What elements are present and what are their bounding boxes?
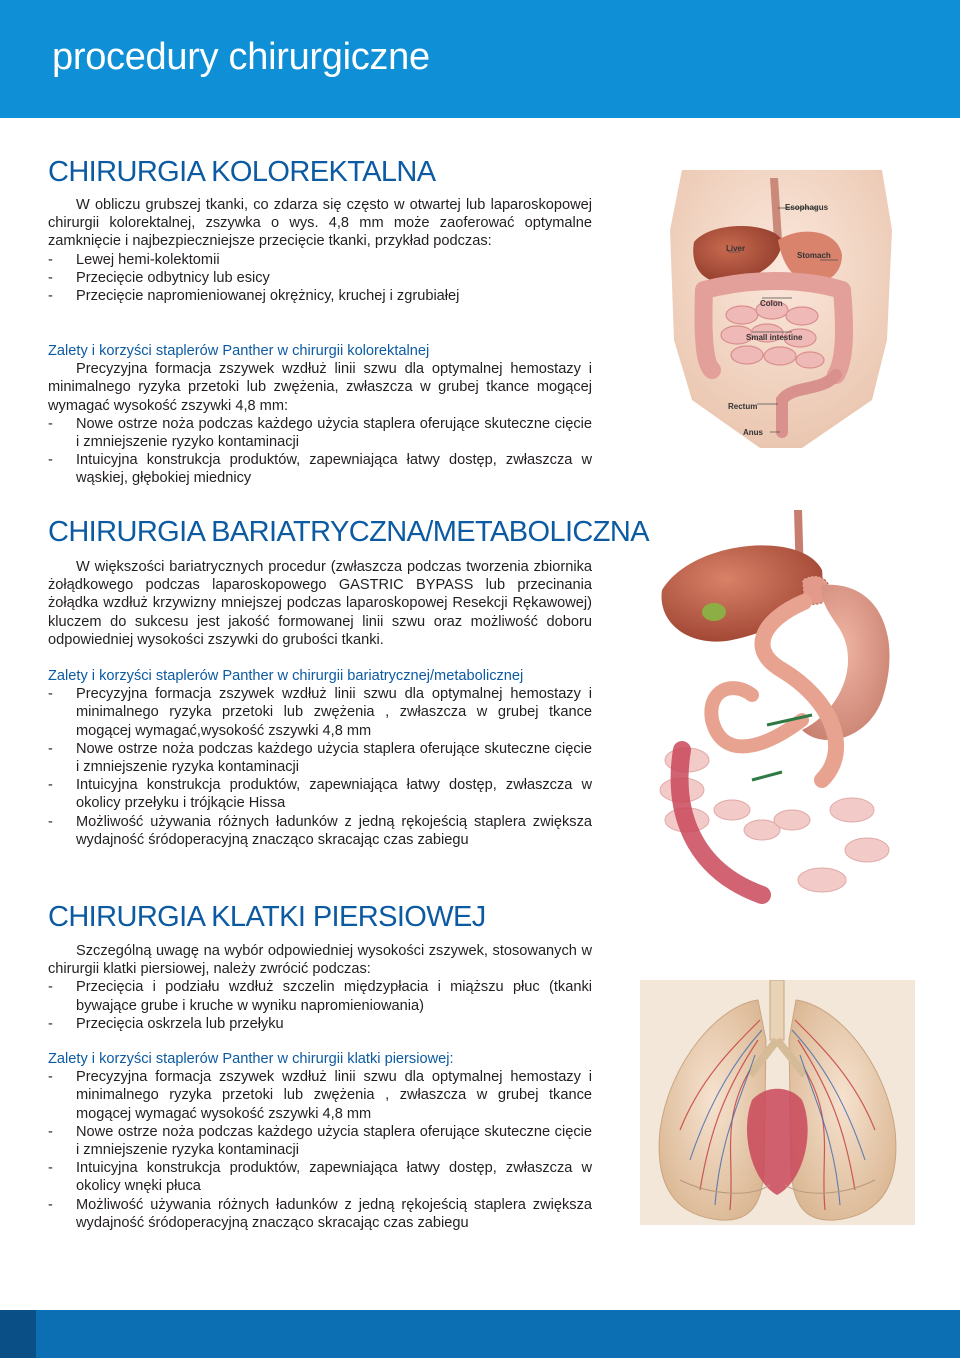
label-stomach: Stomach: [797, 251, 831, 260]
gastric-bypass-illustration: [652, 510, 912, 910]
list-item: - Możliwość używania różnych ładunków z jedną rękojeścią staplera zwiększa wydajność śródoperacyjną znacząco skracając czas zabiegu: [48, 813, 592, 848]
label-liver: Liver: [726, 244, 746, 253]
footer-accent: [0, 1310, 36, 1358]
label-rectum: Rectum: [728, 402, 758, 411]
label-colon: Colon: [760, 299, 783, 308]
bariatric-benefits: [48, 667, 592, 849]
page-footer: [0, 1310, 960, 1358]
list-item: - Możliwość używania różnych ładunków z jedną rękojeścią staplera zwiększa wydajność śródoperacyjną znacząco skracając czas zabiegu: [48, 1196, 592, 1231]
list-item: - Intuicyjna konstrukcja produktów, zapewniająca łatwy dostęp, zwłaszcza w okolicy przełyku i trójkącie Hissa: [48, 777, 592, 812]
list-item: - Precyzyjna formacja zszywek wzdłuż linii szwu dla optymalnej hemostazy i minimalnego ryzyka przetoki lub zwężenia , zwłaszcza w grubej tkance mogącej wymagać,wysokość zszywki 4,8 mm: [48, 686, 592, 739]
benefits-title-bariatric: Zalety i korzyści staplerów Panther w chirurgii bariatrycznej/metabolicznej: [48, 668, 524, 684]
list-item: - Przecięcie napromieniowanej okrężnicy, kruchej i zgrubiałej: [48, 288, 460, 305]
digestive-system-illustration: [642, 170, 920, 448]
list-item: - Precyzyjna formacja zszywek wzdłuż linii szwu dla optymalnej hemostazy i minimalnego ryzyka przetoki lub zwężenia , zwłaszcza w grubej tkance mogącej wymagać wysokość zszywki 4,8 mm: [48, 1069, 592, 1122]
section-title-colorectal: CHIRURGIA KOLOREKTALNA: [48, 156, 436, 188]
benefits-title-colorectal: Zalety i korzyści staplerów Panther w chirurgii kolorektalnej: [48, 343, 430, 359]
benefits-title-thoracic: Zalety i korzyści staplerów Panther w chirurgii klatki piersiowej:: [48, 1051, 454, 1067]
lungs-illustration: [640, 980, 915, 1225]
section-title-thoracic: CHIRURGIA KLATKI PIERSIOWEJ: [48, 901, 486, 933]
list-item: - Nowe ostrze noża podczas każdego użycia staplera oferujące skuteczne cięcie i zmniejszenie ryzyko kontaminacji: [48, 415, 592, 451]
label-small-intestine: Small intestine: [746, 333, 803, 342]
bariatric-intro: W większości bariatrycznych procedur (zwłaszcza podczas tworzenia zbiornika żołądkowego podczas laparoskopowego GASTRIC BYPASS lub przecinania żołądka wzdłuż krzywizny mniejszej podczas laparoskopowej Resekcji Rękawowej) kluczem do sukcesu jest jakość formowanej linii szwu oraz możliwość doboru odpowiedniej wysokości zszywki do grubości tkanki.: [48, 559, 592, 648]
section-title-bariatric: CHIRURGIA BARIATRYCZNA/METABOLICZNA: [48, 516, 649, 548]
label-esophagus: Esophagus: [785, 203, 829, 212]
colorectal-text: [48, 196, 592, 305]
thoracic-benefits: [48, 1050, 592, 1232]
list-item: - Intuicyjna konstrukcja produktów, zapewniająca łatwy dostęp, zwłaszcza w wąskiej, głębokiej miednicy: [48, 452, 592, 487]
list-item: - Intuicyjna konstrukcja produktów, zapewniająca łatwy dostęp, zwłaszcza w okolicy wnęki płuca: [48, 1160, 592, 1195]
colorectal-benefits: [48, 342, 592, 488]
label-anus: Anus: [743, 428, 763, 437]
list-item: - Lewej hemi-kolektomii: [48, 251, 220, 268]
list-item: - Nowe ostrze noża podczas każdego użycia staplera oferujące skuteczne cięcie i zmniejszenie ryzyka kontaminacji: [48, 1123, 592, 1159]
list-item: - Przecięcie odbytnicy lub esicy: [48, 269, 270, 286]
thoracic-intro: Szczególną uwagę na wybór odpowiedniej wysokości zszywek, stosowanych w chirurgii klatki piersiowej, należy zwrócić podczas:: [48, 943, 592, 978]
page-title: procedury chirurgiczne: [52, 36, 430, 78]
page-header: [0, 0, 960, 118]
list-item: - Przecięcia oskrzela lub przełyku: [48, 1015, 284, 1032]
colorectal-benefits-intro: Precyzyjna formacja zszywek wzdłuż linii szwu dla optymalnej hemostazy i minimalnego ryzyka przetoki lub zwężenia, zwłaszcza w grubej tkance mogącej wymagać wysokość zszywki 4,8 mm:: [48, 361, 592, 414]
colorectal-intro: W obliczu grubszej tkanki, co zdarza się często w otwartej lub laparoskopowej chirurgii kolorektalnej, zszywka o wys. 4,8 mm może zaoferować optymalne zamknięcie i najbezpieczniejsze przecięcie tkanki, przykład podczas:: [48, 197, 592, 250]
thoracic-text: [48, 942, 592, 1033]
list-item: - Nowe ostrze noża podczas każdego użycia staplera oferujące skuteczne cięcie i zmniejszenie ryzyka kontaminacji: [48, 740, 592, 776]
bariatric-text: [48, 558, 592, 649]
list-item: - Przecięcia i podziału wzdłuż szczelin międzypłacia i miąższu płuc (tkanki bywające grube i kruche w wyniku napromieniowania): [48, 979, 592, 1014]
